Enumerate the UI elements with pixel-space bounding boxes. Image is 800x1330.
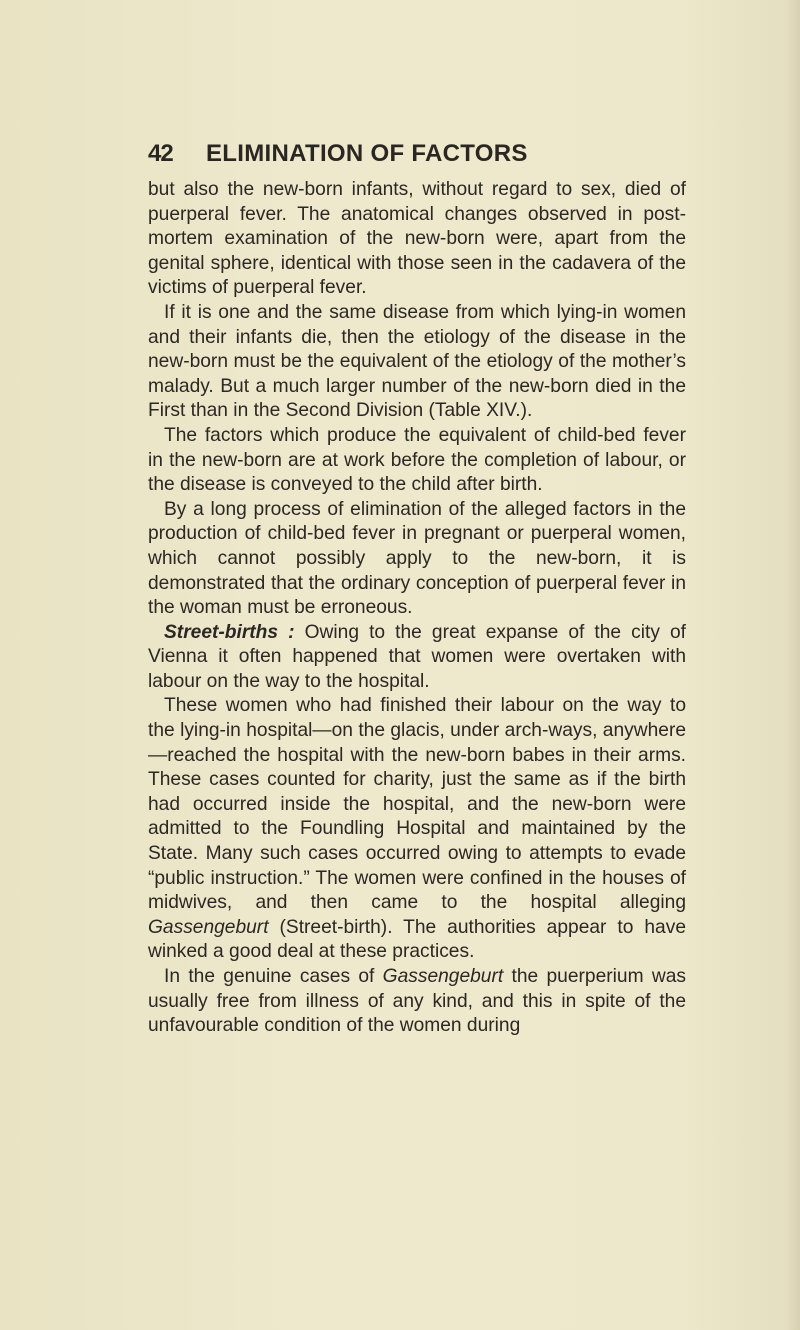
paragraph-7	[148, 965, 686, 1039]
paragraph-text: Owing to the great expanse of the city of Vienna it often happened that women were overtaken with labour on the way to the hospital.	[148, 621, 687, 692]
paragraph-text-after: the puerperium was usually free from illness of any kind, and this in spite of the unfavourable condition of the women during	[148, 966, 686, 1037]
page-edge-shadow	[786, 0, 800, 1330]
paragraph-text: These women who had finished their labour on the way to the lying-in hospital—on the glacis, under arch-ways, anywhere—reached the hospital with the new-born babes in their arms. These cases counted for charity, just the same as if the birth had occurred inside the hospital, and the new-born were admitted to the Foundling Hospital and maintained by the State. Many such cases occurred owing to attempts to evade “public instruction.” The women were confined in the houses of midwives, and then came to the hospital alleging	[148, 695, 686, 914]
running-title: ELIMINATION OF FACTORS	[206, 140, 528, 167]
paragraph-text-after: (Street-birth). The authorities appear to have winked a good deal at these practices.	[148, 916, 686, 963]
body-text	[148, 178, 686, 1039]
page-number: 42	[148, 140, 173, 167]
paragraph-3	[148, 424, 686, 498]
paragraph-1	[148, 178, 686, 301]
paragraph-text: In the genuine cases of	[164, 966, 383, 987]
paragraph-text: If it is one and the same disease from which lying-in women and their infants die, then the etiology of the disease in the new-born must be the equivalent of the etiology of the mother’s malady. But a much larger number of the new-born died in the First than in the Second Division (Table XIV.).	[148, 301, 686, 422]
paragraph-text: The factors which produce the equivalent of child-bed fever in the new-born are at work before the completion of labour, or the disease is conveyed to the child after birth.	[148, 424, 686, 496]
paragraph-5	[148, 621, 686, 695]
italic-term: Gassengeburt	[382, 966, 504, 987]
run-in-heading: Street-births :	[164, 621, 295, 643]
paragraph-2	[148, 301, 686, 424]
italic-term: Gassengeburt	[148, 916, 269, 938]
paragraph-4	[148, 498, 686, 621]
page-header	[148, 140, 618, 176]
paragraph-6	[148, 694, 686, 965]
paragraph-text: but also the new-born infants, without regard to sex, died of puerperal fever. The anatomical changes observed in post-mortem examination of the new-born were, apart from the genital sphere, identical with those seen in the cadavera of the victims of puerperal fever.	[148, 179, 686, 299]
paragraph-text: By a long process of elimination of the alleged factors in the production of child-bed fever in pregnant or puerperal women, which cannot possibly apply to the new-born, it is demonstrated that the ordinary conception of puerperal fever in the woman must be erroneous.	[148, 498, 686, 619]
